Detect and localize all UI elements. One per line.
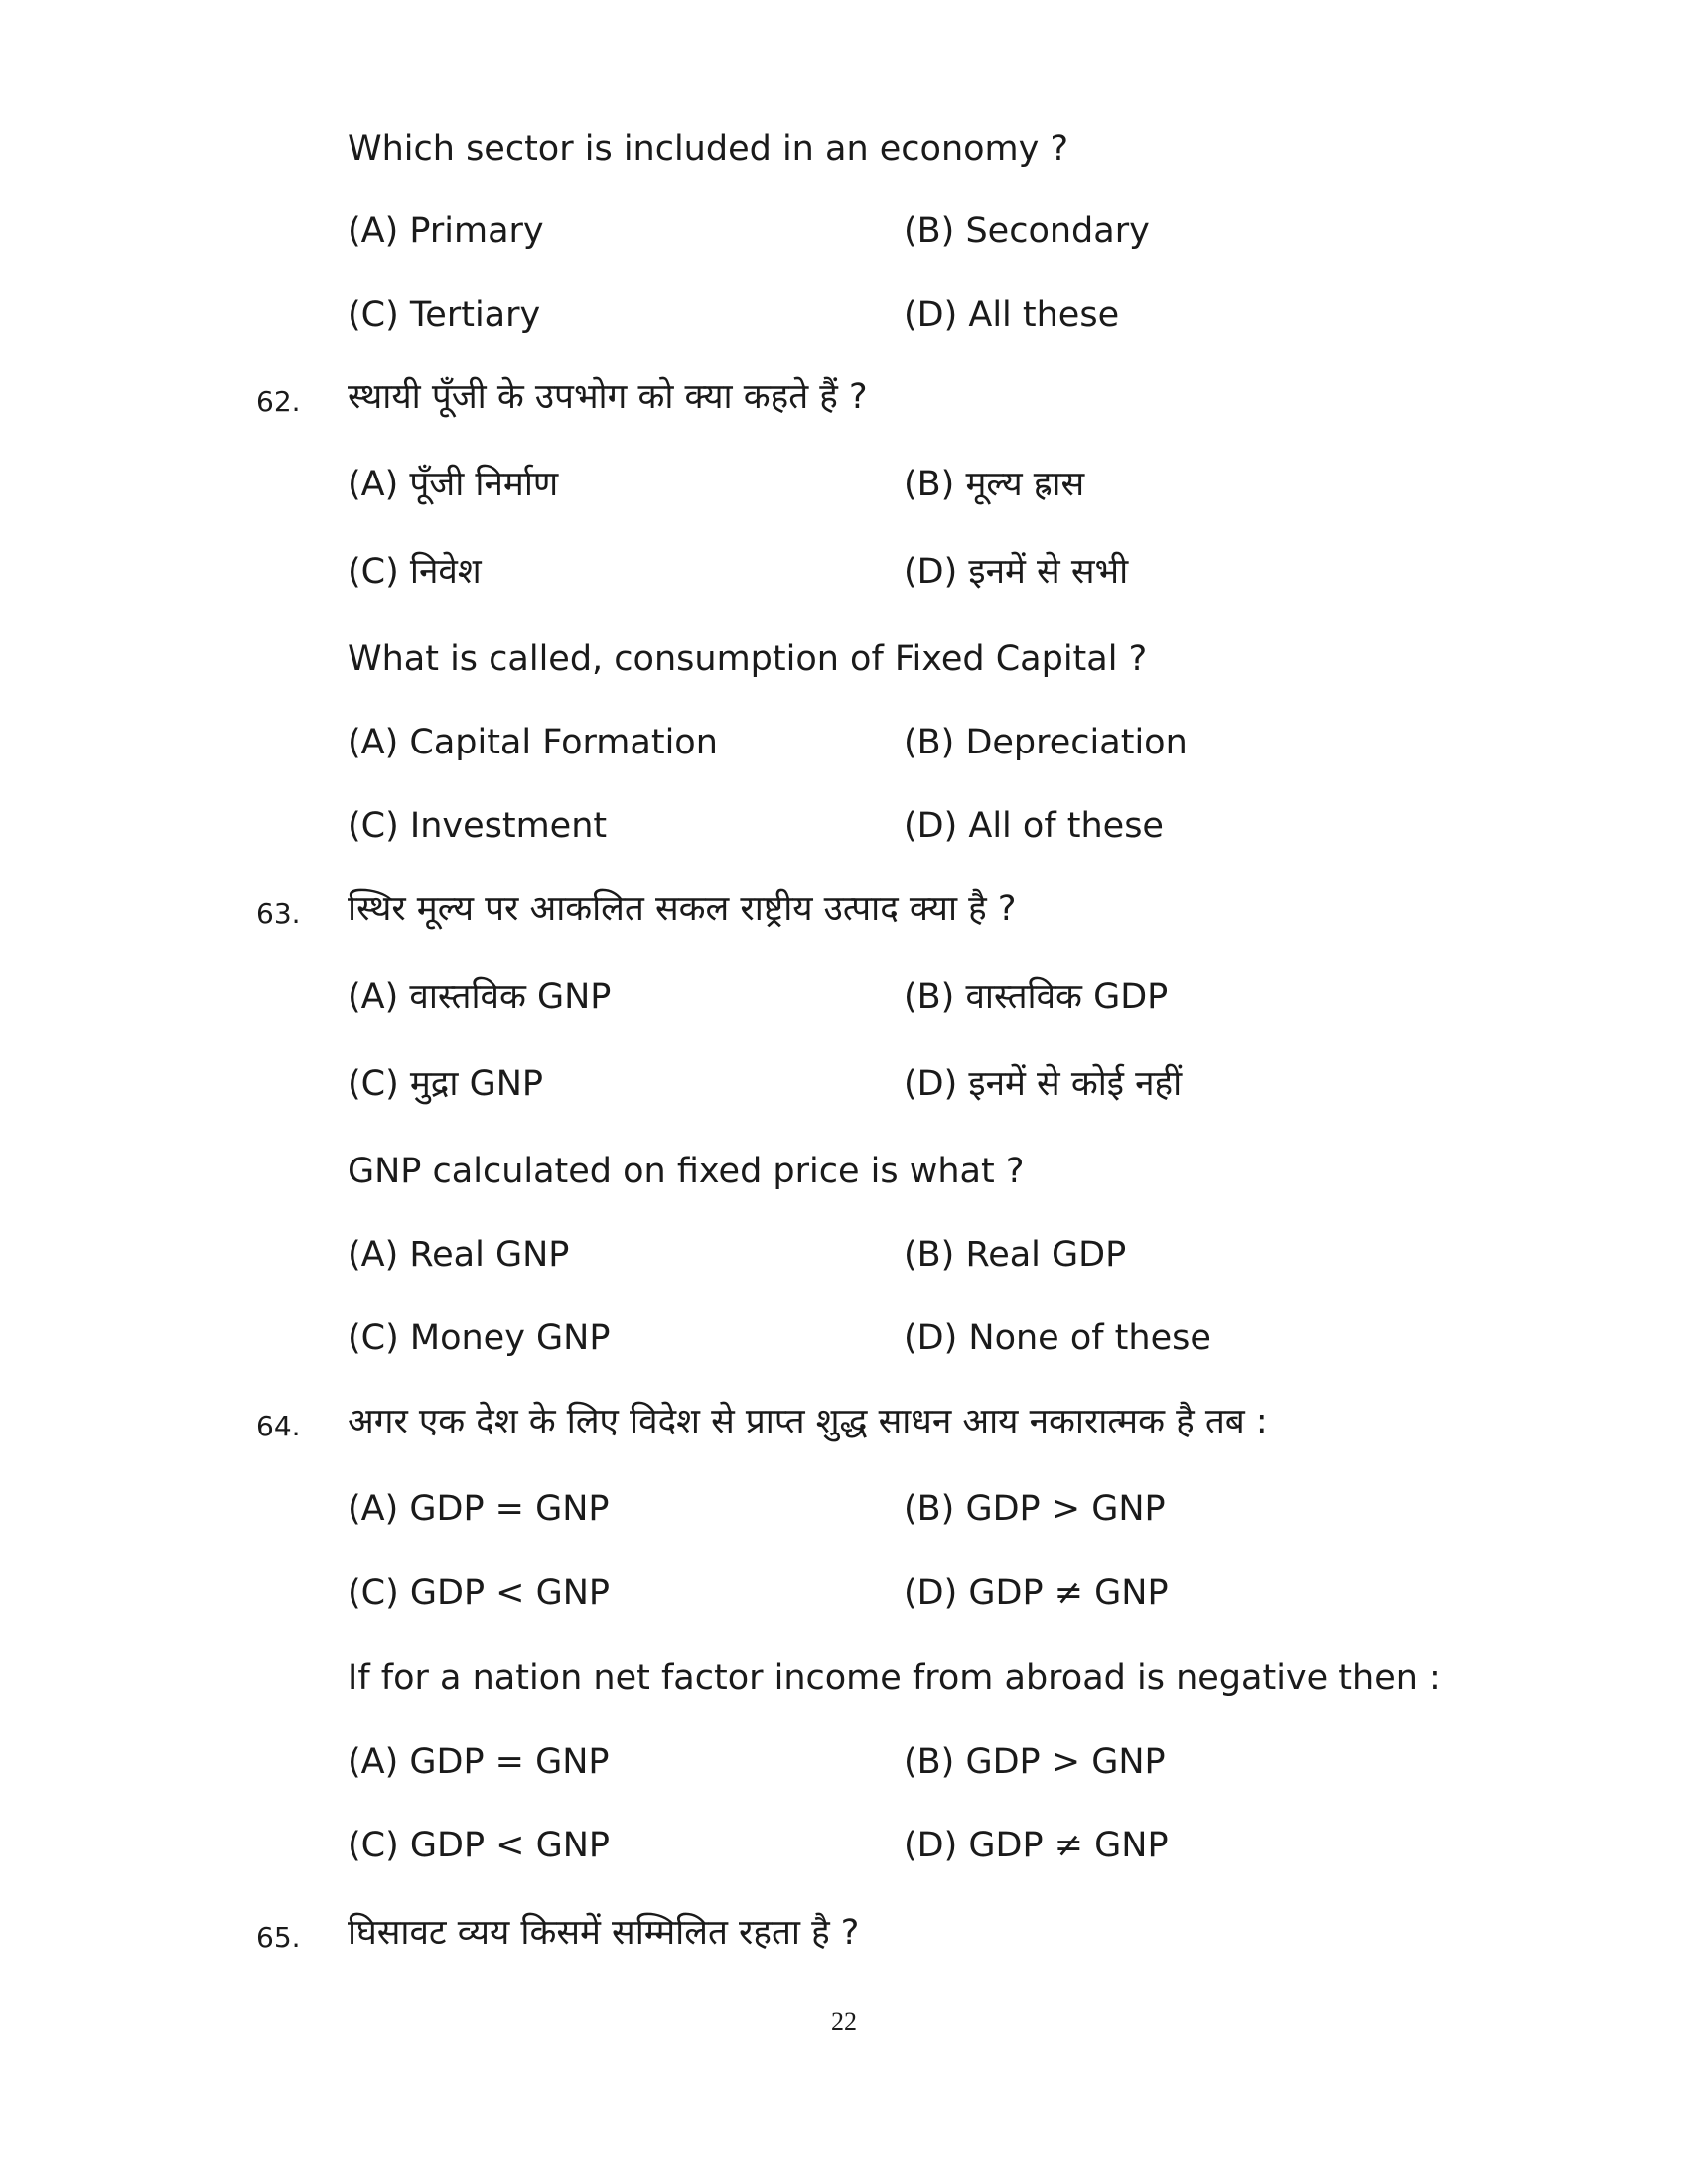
- option-b: (B) Real GDP: [904, 1235, 1127, 1275]
- page-number: 22: [831, 2007, 857, 2036]
- option-d: (D) इनमें से कोई नहीं: [904, 1064, 1183, 1104]
- option-a: (A) Primary: [348, 211, 544, 251]
- question-text-hindi: अगर एक देश के लिए विदेश से प्राप्त शुद्ध साधन आय नकारात्मक है तब :: [348, 1402, 1268, 1441]
- option-c: (C) मुद्रा GNP: [348, 1064, 543, 1104]
- option-b: (B) वास्तविक GDP: [904, 977, 1169, 1017]
- option-c: (C) GDP < GNP: [348, 1826, 611, 1865]
- question-text-hindi: घिसावट व्यय किसमें सम्मिलित रहता है ?: [348, 1913, 860, 1953]
- option-b: (B) मूल्य ह्रास: [904, 465, 1085, 504]
- question-number: 65.: [256, 1921, 301, 1954]
- question-number: 62.: [256, 385, 301, 418]
- question-number: 63.: [256, 897, 301, 930]
- option-c: (C) निवेश: [348, 552, 482, 592]
- option-a: (A) GDP = GNP: [348, 1489, 610, 1529]
- option-d: (D) GDP ≠ GNP: [904, 1826, 1169, 1865]
- option-b: (B) GDP > GNP: [904, 1489, 1166, 1529]
- option-a: (A) GDP = GNP: [348, 1742, 610, 1782]
- option-c: (C) GDP < GNP: [348, 1573, 611, 1613]
- option-c: (C) Investment: [348, 806, 608, 846]
- question-text: Which sector is included in an economy ?: [348, 129, 1069, 169]
- option-a: (A) Real GNP: [348, 1235, 570, 1275]
- question-text-hindi: स्थायी पूँजी के उपभोग को क्या कहते हैं ?: [348, 377, 868, 417]
- option-d: (D) GDP ≠ GNP: [904, 1573, 1169, 1613]
- option-c: (C) Tertiary: [348, 295, 541, 335]
- option-d: (D) इनमें से सभी: [904, 552, 1129, 592]
- option-d: (D) All of these: [904, 806, 1164, 846]
- option-a: (A) Capital Formation: [348, 723, 718, 762]
- question-text: If for a nation net factor income from abroad is negative then :: [348, 1658, 1441, 1698]
- option-d: (D) None of these: [904, 1318, 1211, 1358]
- option-a: (A) वास्तविक GNP: [348, 977, 612, 1017]
- question-text-hindi: स्थिर मूल्य पर आकलित सकल राष्ट्रीय उत्पाद क्या है ?: [348, 889, 1017, 929]
- question-number: 64.: [256, 1410, 301, 1442]
- option-b: (B) Depreciation: [904, 723, 1188, 762]
- option-c: (C) Money GNP: [348, 1318, 611, 1358]
- option-b: (B) Secondary: [904, 211, 1150, 251]
- option-a: (A) पूँजी निर्माण: [348, 465, 559, 504]
- option-d: (D) All these: [904, 295, 1120, 335]
- question-text: What is called, consumption of Fixed Capital ?: [348, 639, 1148, 679]
- question-text: GNP calculated on fixed price is what ?: [348, 1152, 1025, 1191]
- option-b: (B) GDP > GNP: [904, 1742, 1166, 1782]
